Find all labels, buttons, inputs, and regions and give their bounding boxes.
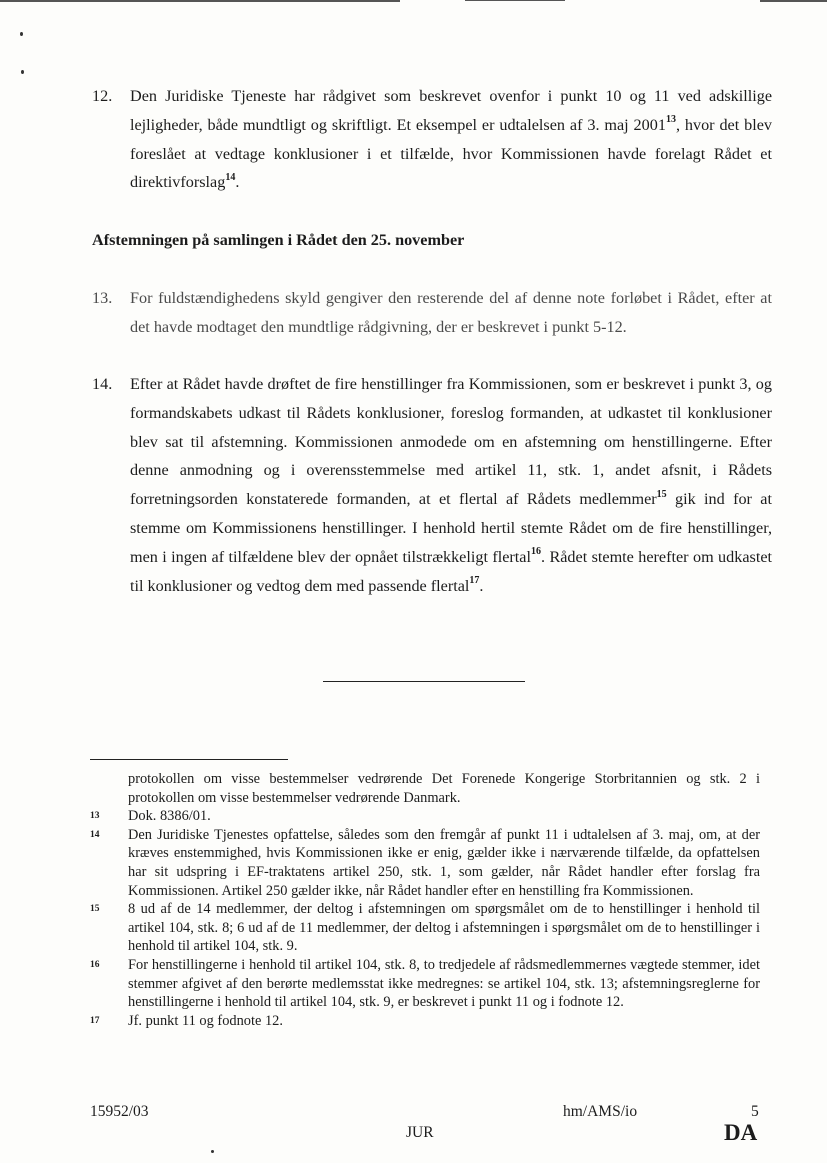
footer-initials: hm/AMS/io: [563, 1103, 638, 1120]
footnote-text: Dok. 8386/01.: [128, 808, 211, 825]
footnote-text: 8 ud af de 14 medlemmer, der deltog i afstemningen om spørgsmålet om de to henstillinger i henhold til artikel 104, stk. 8; 6 ud af de 11 medlemmer, der deltog i afstemningen i spørgsmålet om de to henstillinger i henhold til artikel 104, stk. 9.: [128, 901, 760, 955]
footer-doc-ref: 15952/03: [90, 1103, 149, 1120]
section-heading: Afstemningen på samlingen i Rådet den 25. november: [92, 231, 465, 249]
scan-speck: [20, 32, 23, 36]
scan-speck: [21, 70, 24, 74]
footnote-ref: 14: [225, 172, 236, 183]
footnote-13: [90, 807, 760, 826]
footnote-text: Jf. punkt 11 og fodnote 12.: [128, 1012, 283, 1029]
footnote-text: Den Juridiske Tjenestes opfattelse, således som den fremgår af punkt 11 i udtalelsen af 3. maj, om, at der kræves enstemmighed, hvis Kommissionen ikke er enig, gælder ikke i nærværende tilfælde, da opfattelsen har sit udspring i EF-traktatens artikel 250, stk. 1, som gælder, når Rådet handler efter forslag fra Kommissionen. Artikel 250 gælder ikke, når Rådet handler efter en henstilling fra Kommissionen.: [128, 826, 760, 899]
footnote-number: 14: [90, 829, 100, 840]
paragraph-text: For fuldstændighedens skyld gengiver den resterende del af denne note forløbet i Rådet, efter at det havde modtaget den mundtlige rådgivning, der er beskrevet i punkt 5-12.: [130, 289, 772, 336]
paragraph-14: [92, 370, 772, 600]
paragraph-number: 13.: [92, 289, 113, 307]
footnotes: [90, 770, 760, 1030]
footnote-continuation: [90, 770, 760, 807]
scan-border-top-right: [760, 0, 827, 2]
footnote-ref: 17: [469, 575, 480, 587]
section-separator: [323, 681, 525, 682]
scan-border-top-left: [0, 0, 400, 2]
paragraph-12: [92, 82, 772, 197]
footnote-number: 13: [90, 811, 100, 822]
text-run: .: [235, 173, 240, 192]
footnote-16: [90, 956, 760, 1012]
footer-department: JUR: [406, 1124, 434, 1141]
text-run: , hvor det blev foreslået at vedtage konklusioner i et tilfælde, hvor Kommissionen havde forelagt Rådet et direktivforslag: [130, 115, 772, 192]
paragraph-text: [130, 82, 772, 197]
footer-page-number: 5: [751, 1103, 759, 1120]
footnote-separator: [90, 759, 288, 760]
footnote-ref: 16: [531, 546, 541, 558]
text-run: Den Juridiske Tjeneste har rådgivet som beskrevet ovenfor i punkt 10 og 11 ved adskillige lejligheder, både mundtligt og skriftligt. Et eksempel er udtalelsen af 3. maj 2001: [130, 87, 772, 134]
footnote-ref: 15: [656, 488, 667, 500]
footer-language: DA: [724, 1120, 758, 1145]
footnote-number: 17: [90, 1015, 100, 1026]
footnote-ref: 13: [665, 114, 676, 126]
paragraph-number: 12.: [92, 87, 113, 105]
text-run: Efter at Rådet havde drøftet de fire henstillinger fra Kommissionen, som er beskrevet i punkt 3, og formandskabets udkast til Rådets konklusioner, foreslog formanden, at udkastet til konklusioner blev sat til afstemning. Kommissionen anmodede om en afstemning om henstillingerne. Efter denne anmodning og i overensstemmelse med artikel 11, stk. 1, andet afsnit, i Rådets forretningsorden konstaterede formanden, at et flertal af Rådets medlemmer: [130, 375, 772, 509]
footnote-14: [90, 826, 760, 900]
footnote-text: For henstillingerne i henhold til artikel 104, stk. 8, to tredjedele af rådsmedlemmernes vægtede stemmer, idet stemmer afgivet af den berørte medlemsstat ikke medregnes: se artikel 104, stk. 13; afstemningsreglerne for henstillingerne i henhold til artikel 104, stk. 9, er beskrevet i punkt 11 og i fodnote 12.: [128, 956, 760, 1011]
paragraph-13: [92, 284, 772, 342]
footnote-17: [90, 1012, 760, 1031]
text-run: . Rådet stemte herefter om udkastet til konklusioner og vedtog dem med passende flertal: [130, 547, 772, 595]
paragraph-text: [130, 370, 772, 600]
scan-border-top-middle: [465, 0, 565, 1]
text-run: .: [479, 576, 484, 595]
footnote-text: protokollen om visse bestemmelser vedrørende Det Forenede Kongerige Storbritannien og stk. 2 i protokollen om visse bestemmelser vedrørende Danmark.: [128, 771, 760, 806]
scan-speck: [211, 1150, 214, 1153]
footnote-number: 15: [90, 904, 100, 915]
text-run: gik ind for at stemme om Kommissionens henstillinger. I henhold hertil stemte Rådet om de fire henstillinger, men i ingen af tilfældene blev der opnået tilstrækkeligt flertal: [130, 490, 772, 566]
footnote-number: 16: [90, 959, 100, 970]
footnote-15: [90, 900, 760, 956]
paragraph-number: 14.: [92, 375, 113, 393]
